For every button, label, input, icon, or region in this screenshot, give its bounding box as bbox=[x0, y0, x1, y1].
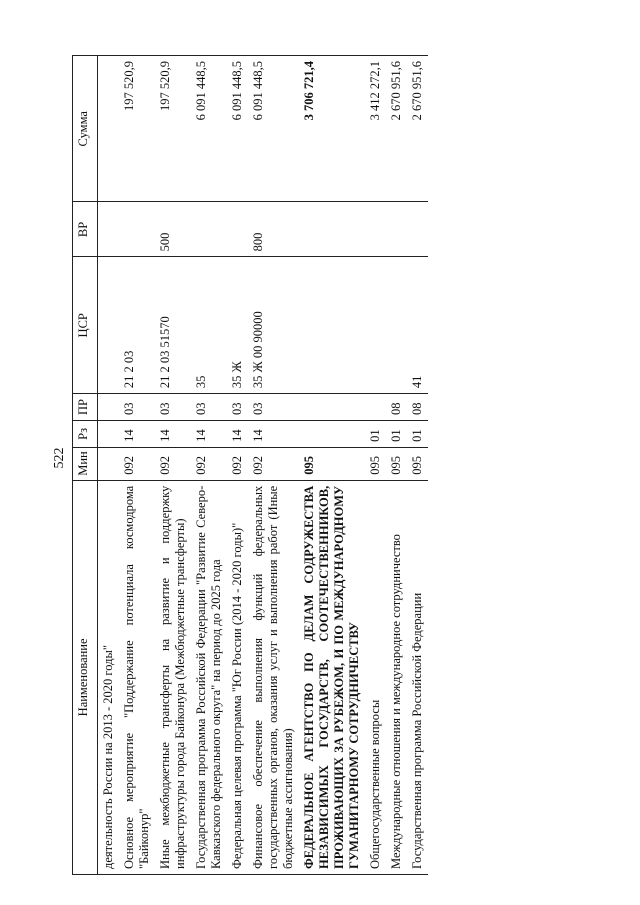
cell-min: 095 bbox=[365, 447, 386, 480]
table-row bbox=[98, 56, 120, 875]
cell-rz: 01 bbox=[407, 420, 428, 447]
cell-sum: 3 706 721,4 bbox=[299, 56, 365, 203]
cell-rz: 14 bbox=[191, 420, 227, 447]
cell-name: Иные межбюджетные трансферты на развитие и поддержку инфраструктуры города Байконура (Межбюджетные трансферты) bbox=[155, 480, 191, 874]
cell-sum: 197 520,9 bbox=[119, 56, 155, 203]
table-row bbox=[155, 56, 191, 875]
cell-name: Основное мероприятие "Поддержание потенциала космодрома "Байконур" bbox=[119, 480, 155, 874]
cell-rz: 14 bbox=[227, 420, 248, 447]
cell-name: Федеральная целевая программа "Юг России (2014 - 2020 годы)" bbox=[227, 480, 248, 874]
cell-name: Общегосударственные вопросы bbox=[365, 480, 386, 874]
cell-rz: 01 bbox=[386, 420, 407, 447]
table-row bbox=[299, 56, 365, 875]
header-vr: ВР bbox=[73, 202, 98, 257]
cell-sum: 6 091 448,5 bbox=[227, 56, 248, 203]
cell-pr: 03 bbox=[155, 394, 191, 421]
budget-table bbox=[72, 55, 428, 875]
cell-rz: 01 bbox=[365, 420, 386, 447]
table-row bbox=[191, 56, 227, 875]
cell-name: ФЕДЕРАЛЬНОЕ АГЕНТСТВО ПО ДЕЛАМ СОДРУЖЕСТВА НЕЗАВИСИМЫХ ГОСУДАРСТВ, СООТЕЧЕСТВЕННИКОВ, ПРОЖИВАЮЩИХ ЗА РУБЕЖОМ, И ПО МЕЖДУНАРОДНОМУ ГУМАНИТАРНОМУ СОТРУДНИЧЕСТВУ bbox=[299, 480, 365, 874]
cell-min: 092 bbox=[227, 447, 248, 480]
cell-min: 092 bbox=[155, 447, 191, 480]
cell-name: Государственная программа Российской Федерации bbox=[407, 480, 428, 874]
cell-rz: 14 bbox=[248, 420, 299, 447]
cell-vr bbox=[98, 202, 120, 257]
cell-min: 092 bbox=[248, 447, 299, 480]
header-rz: Рз bbox=[73, 420, 98, 447]
cell-pr: 08 bbox=[407, 394, 428, 421]
cell-csr: 35 bbox=[191, 257, 227, 394]
header-name: Наименование bbox=[73, 480, 98, 874]
cell-name: Государственная программа Российской Федерации "Развитие Северо-Кавказского федерального округа" на период до 2025 года bbox=[191, 480, 227, 874]
cell-name: Международные отношения и международное сотрудничество bbox=[386, 480, 407, 874]
table-row bbox=[227, 56, 248, 875]
page-number: 522 bbox=[52, 447, 67, 469]
cell-csr: 21 2 03 51570 bbox=[155, 257, 191, 394]
cell-pr bbox=[98, 394, 120, 421]
cell-pr bbox=[365, 394, 386, 421]
cell-min: 092 bbox=[191, 447, 227, 480]
cell-csr bbox=[98, 257, 120, 394]
table-row bbox=[386, 56, 407, 875]
cell-sum: 3 412 272,1 bbox=[365, 56, 386, 203]
cell-min: 095 bbox=[407, 447, 428, 480]
cell-vr: 800 bbox=[248, 202, 299, 257]
cell-vr bbox=[407, 202, 428, 257]
rotated-table-wrapper bbox=[72, 55, 612, 875]
cell-rz bbox=[299, 420, 365, 447]
cell-csr: 35 Ж bbox=[227, 257, 248, 394]
cell-csr bbox=[299, 257, 365, 394]
table-row bbox=[365, 56, 386, 875]
cell-csr: 41 bbox=[407, 257, 428, 394]
cell-pr: 03 bbox=[248, 394, 299, 421]
cell-rz bbox=[98, 420, 120, 447]
table-row bbox=[407, 56, 428, 875]
cell-pr: 03 bbox=[119, 394, 155, 421]
cell-vr bbox=[191, 202, 227, 257]
header-sum: Сумма bbox=[73, 56, 98, 203]
cell-csr bbox=[386, 257, 407, 394]
cell-csr bbox=[365, 257, 386, 394]
header-csr: ЦСР bbox=[73, 257, 98, 394]
cell-rz: 14 bbox=[119, 420, 155, 447]
cell-name: Финансовое обеспечение выполнения функций федеральных государственных органов, оказания услуг и выполнения работ (Иные бюджетные ассигнования) bbox=[248, 480, 299, 874]
cell-sum: 197 520,9 bbox=[155, 56, 191, 203]
cell-csr: 35 Ж 00 90000 bbox=[248, 257, 299, 394]
table-row bbox=[248, 56, 299, 875]
cell-pr bbox=[299, 394, 365, 421]
cell-sum: 2 670 951,6 bbox=[386, 56, 407, 203]
cell-min bbox=[98, 447, 120, 480]
cell-name: деятельность России на 2013 - 2020 годы" bbox=[98, 480, 120, 874]
cell-csr: 21 2 03 bbox=[119, 257, 155, 394]
cell-pr: 03 bbox=[191, 394, 227, 421]
cell-min: 095 bbox=[299, 447, 365, 480]
cell-sum bbox=[98, 56, 120, 203]
cell-vr bbox=[386, 202, 407, 257]
header-pr: ПР bbox=[73, 394, 98, 421]
cell-vr: 500 bbox=[155, 202, 191, 257]
cell-rz: 14 bbox=[155, 420, 191, 447]
cell-pr: 03 bbox=[227, 394, 248, 421]
cell-min: 095 bbox=[386, 447, 407, 480]
cell-vr bbox=[299, 202, 365, 257]
table-body bbox=[98, 56, 429, 875]
cell-pr: 08 bbox=[386, 394, 407, 421]
cell-vr bbox=[227, 202, 248, 257]
cell-vr bbox=[365, 202, 386, 257]
cell-min: 092 bbox=[119, 447, 155, 480]
header-min: Мин bbox=[73, 447, 98, 480]
table-header-row bbox=[73, 56, 98, 875]
cell-sum: 6 091 448,5 bbox=[191, 56, 227, 203]
cell-sum: 2 670 951,6 bbox=[407, 56, 428, 203]
cell-vr bbox=[119, 202, 155, 257]
table-row bbox=[119, 56, 155, 875]
cell-sum: 6 091 448,5 bbox=[248, 56, 299, 203]
